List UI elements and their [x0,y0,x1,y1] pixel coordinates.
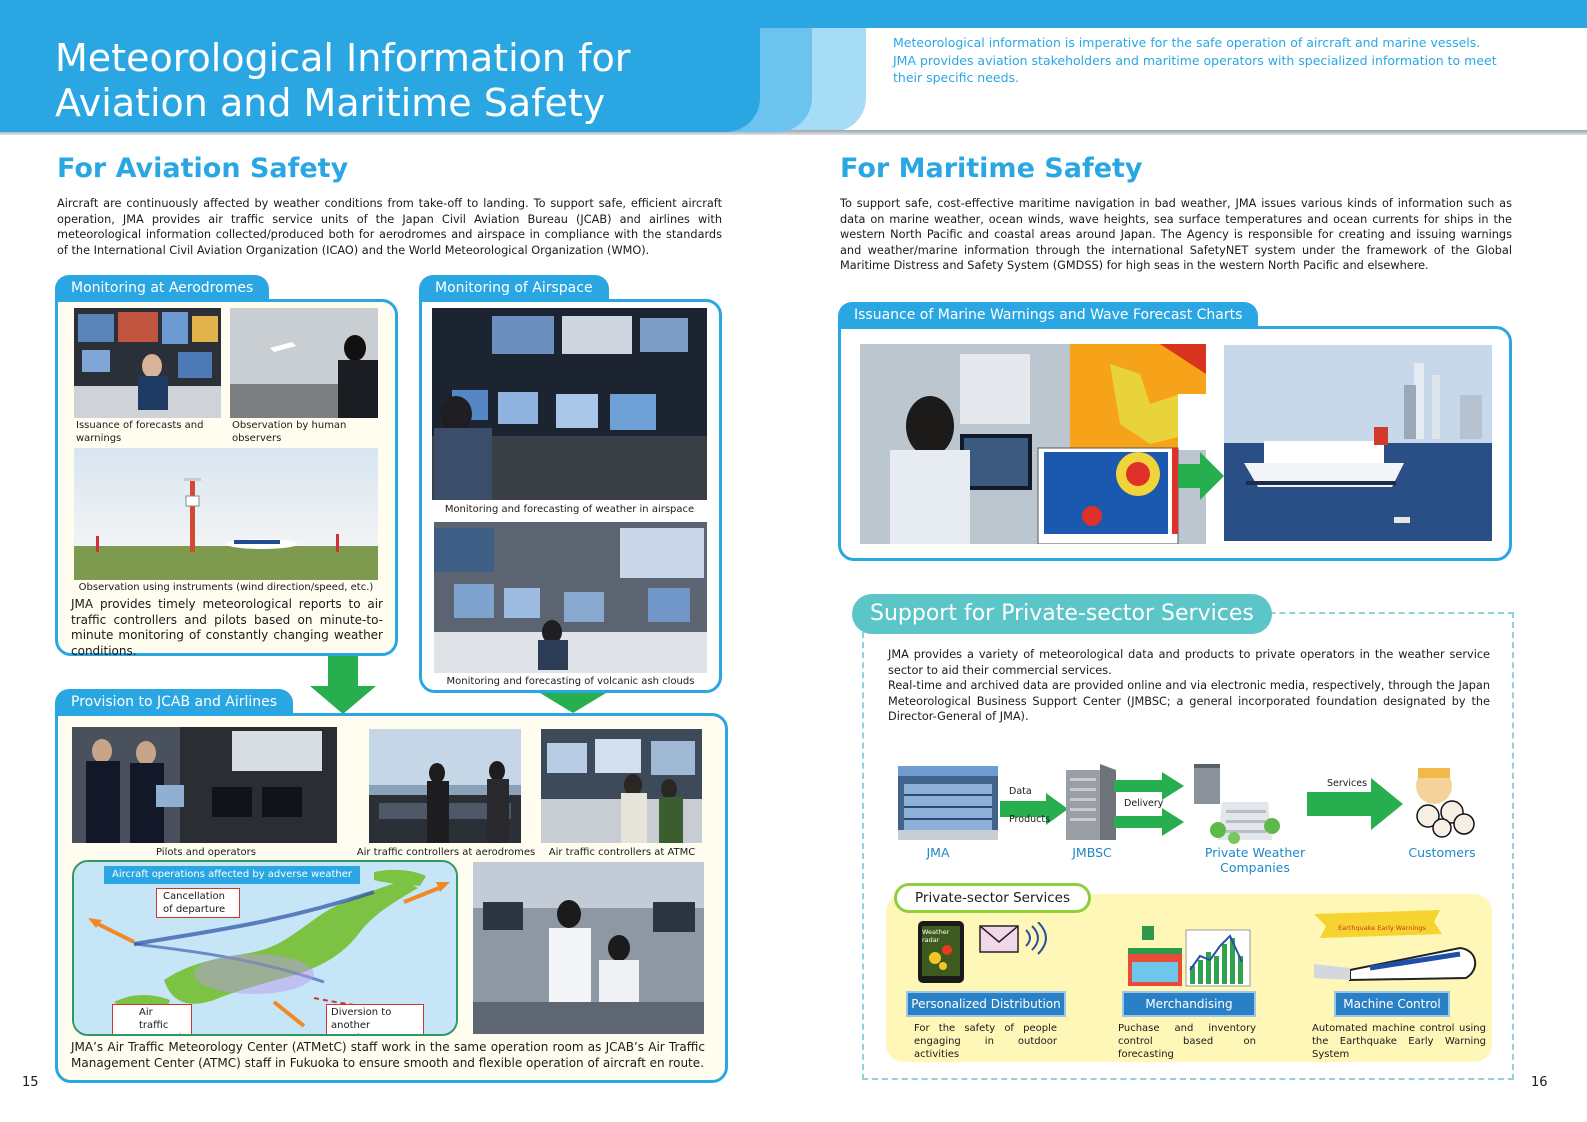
arrow-right-marine [1178,452,1224,500]
private-body-2: Real-time and archived data are provided online and via electronic media, respectively, through the Japan Meteorological Business Support Center (JMBSC; a general incorporated foundation designated by the Director-General of JMA). [888,679,1490,724]
tab-monitoring-airspace: Monitoring of Airspace [419,275,609,301]
page-title [55,36,630,126]
page-number-left: 15 [22,1075,39,1090]
map-label-cancellation: Cancellation of departure [156,888,240,918]
photo-tower-controllers [369,729,521,843]
photo-ship [1224,345,1492,541]
machine-control-train-icon [1310,908,1482,986]
page-title-line-1: Meteorological Information for [55,36,631,80]
photo-atmc-operation-room [473,862,704,1034]
tab-provision-jcab: Provision to JCAB and Airlines [55,689,293,715]
flow-label-delivery: Delivery [1124,798,1164,809]
personalized-distribution-label: Personalized Distribution [906,991,1066,1017]
jmbsc-building-icon [1066,764,1116,840]
photo-pilots [72,727,337,843]
caption-atmc-controllers: Air traffic controllers at ATMC [548,847,696,858]
jma-building-icon [898,766,998,840]
photo-instrument-mast [74,448,378,580]
caption-instrument-observation: Observation using instruments (wind direction/speed, etc.) [78,582,374,593]
weather-radar-label: Weather radar [922,928,950,944]
photo-atmc-controllers [541,729,702,843]
maritime-heading: For Maritime Safety [840,153,1143,184]
photo-human-observer [230,308,378,418]
arrow-down-airspace [540,693,606,713]
flow-label-data: Data [1009,786,1032,797]
map-label-congestion: Air traffic [112,1004,192,1036]
private-companies-icon [1188,762,1280,846]
provision-description: JMA’s Air Traffic Meteorology Center (ATMetC) staff work in the same operation room as JCAB’s Air Traffic Management Center (ATMC) staff in Fukuoka to ensure smooth and flexible operation of aircraft en route. [71,1040,705,1070]
flow-label-services: Services [1327,778,1368,789]
machine-control-description: Automated machine control using the Earthquake Early Warning System [1312,1023,1486,1060]
store-and-chart-icon [1126,926,1254,988]
caption-issuance-forecasts: Issuance of forecasts and warnings [76,420,204,444]
flow-label-customers: Customers [1408,845,1476,860]
arrow-down-aerodromes [310,656,376,714]
intro-line-2: JMA provides aviation stakeholders and maritime operators with specialized information to meet their specific needs. [893,52,1497,85]
header-top-strip [0,0,1587,28]
map-title: Aircraft operations affected by adverse weather [104,866,360,884]
merchandising-description: Puchase and inventory control based on forecasting [1118,1023,1256,1060]
page-number-right: 16 [1531,1075,1548,1090]
photo-marine-forecaster [860,344,1206,544]
aviation-heading: For Aviation Safety [57,153,349,184]
aerodromes-description: JMA provides timely meteorological reports to air traffic controllers and pilots based on minute-to-minute monitoring of constantly changing weather conditions. [71,597,383,658]
caption-human-observers: Observation by human observers [232,420,347,444]
photo-airspace-monitoring-room [432,308,707,500]
photo-forecast-office [74,308,221,418]
flow-label-jma: JMA [926,845,950,860]
flow-label-jmbsc: JMBSC [1072,845,1112,860]
tab-monitoring-aerodromes: Monitoring at Aerodromes [55,275,269,301]
eew-banner-label: Earthquake Early Warnings [1338,924,1426,932]
page-title-line-2: Aviation and Maritime Safety [55,81,606,125]
caption-pilots-operators: Pilots and operators [155,847,256,858]
merchandising-label: Merchandising [1122,991,1256,1017]
customers-icon [1408,766,1478,838]
intro-text [893,34,1515,87]
flow-label-private-weather-companies: Private Weather Companies [1204,845,1306,875]
private-sector-heading: Support for Private-sector Services [852,594,1272,634]
caption-airspace-weather: Monitoring and forecasting of weather in airspace [444,504,695,515]
personalized-distribution-description: For the safety of people engaging in outdoor activities [914,1023,1057,1060]
aviation-body: Aircraft are continuously affected by weather conditions from take-off to landing. To support safe, efficient aircraft operation, JMA provides air traffic service units of the Japan Civil Aviation Bureau (JCAB) and airlines with meteorological information collected/produced both for aerodromes and airspace in compliance with the standards of the International Civil Aviation Organization (ICAO) and the World Meteorological Organization (WMO). [57,197,722,257]
machine-control-label: Machine Control [1334,991,1450,1017]
intro-line-1: Meteorological information is imperative for the safe operation of aircraft and marine vessels. [893,35,1481,50]
private-body-1: JMA provides a variety of meteorological data and products to private operators in the weather service sector to aid their commercial services. [888,648,1490,677]
caption-aerodrome-controllers: Air traffic controllers at aerodromes [356,847,536,858]
email-icon [978,922,1050,964]
map-adverse-weather [72,860,458,1036]
tab-marine-warnings: Issuance of Marine Warnings and Wave Forecast Charts [838,302,1258,328]
flow-label-products: Products [1009,814,1051,825]
caption-volcanic-ash: Monitoring and forecasting of volcanic ash clouds [446,676,695,687]
map-label-diversion: Diversion to another [326,1004,424,1036]
photo-volcanic-ash-room [434,522,707,673]
private-services-title: Private-sector Services [894,883,1091,913]
maritime-body: To support safe, cost-effective maritime navigation in bad weather, JMA issues various kinds of information such as data on marine weather, ocean winds, wave heights, sea surface temperatures and ocean currents for ships in the western North Pacific and coastal areas around Japan. The Agency is responsible for creating and issuing warnings and weather/marine information through the international SafetyNET system under the framework of the Global Maritime Distress and Safety System (GMDSS) for high seas in the western North Pacific and elsewhere. [840,197,1512,273]
